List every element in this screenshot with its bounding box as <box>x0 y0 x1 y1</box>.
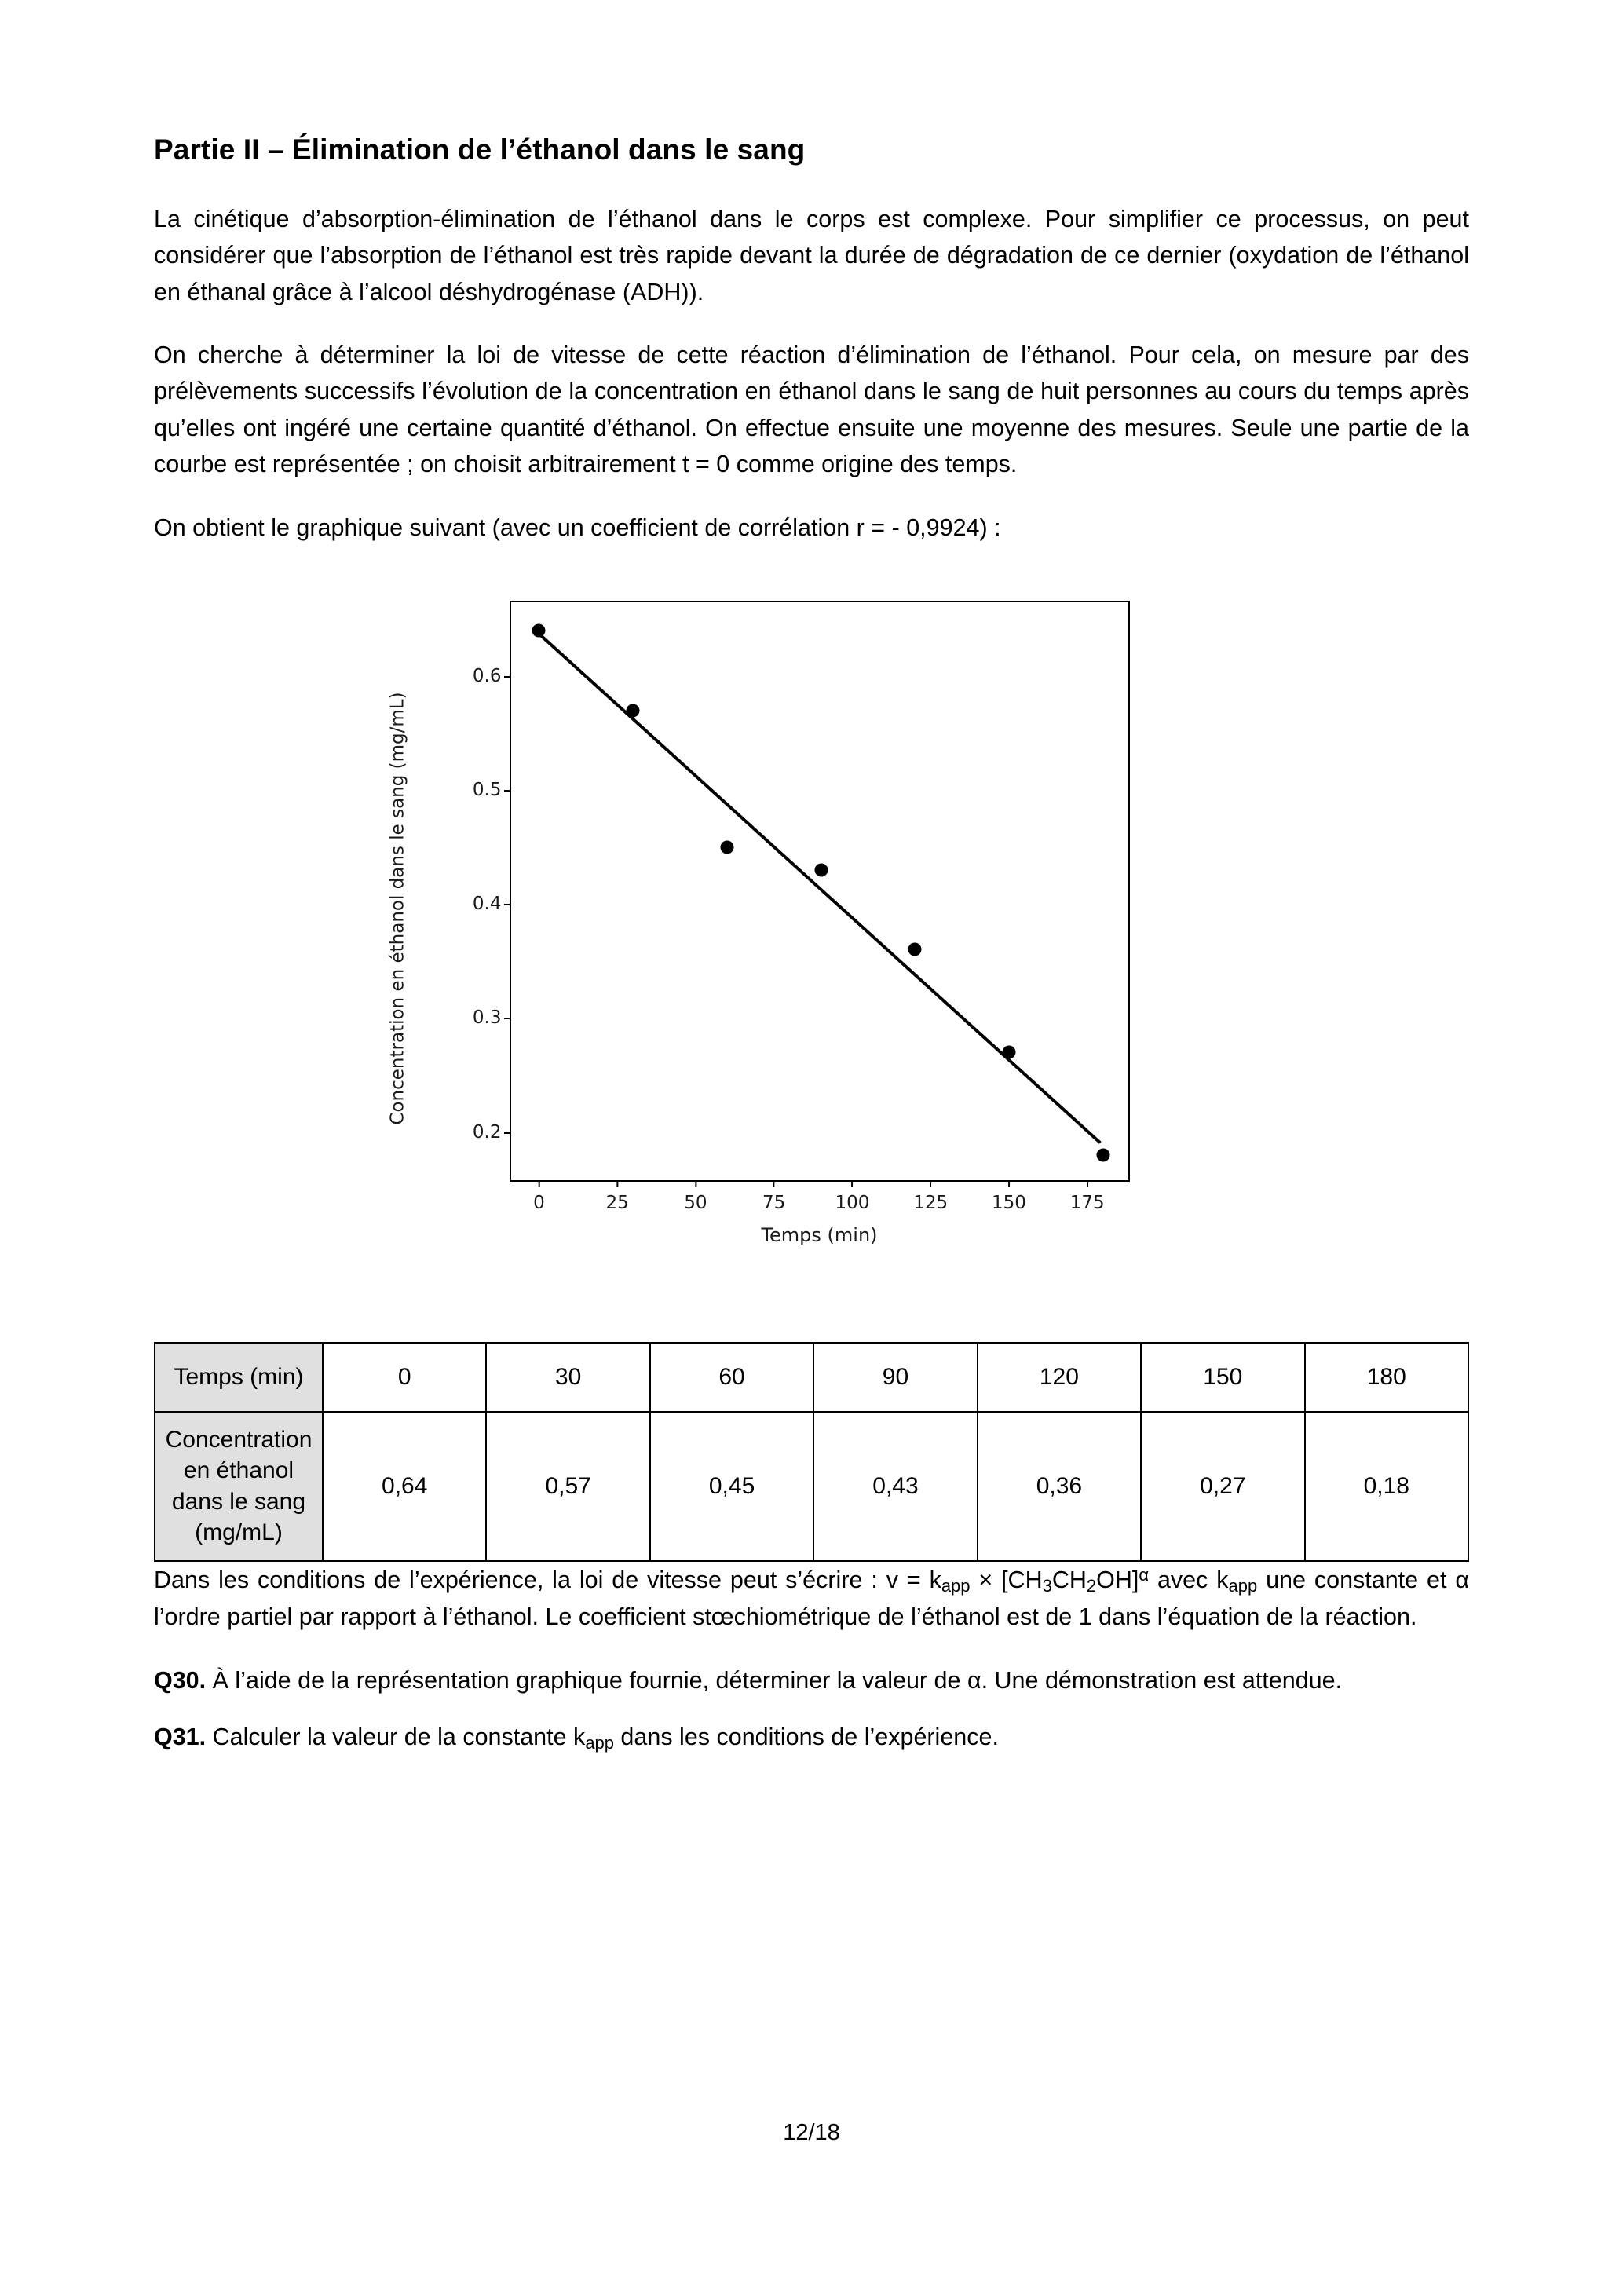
table-cell-time: 0 <box>323 1343 486 1412</box>
chart-y-tick: 0.6 <box>473 666 511 686</box>
table-cell-time: 90 <box>813 1343 977 1412</box>
chart-y-axis-label-text: Concentration en éthanol dans le sang (mg/mL) <box>387 692 408 1125</box>
table-cell-time: 120 <box>978 1343 1141 1412</box>
chart-x-axis-label: Temps (min) <box>761 1223 878 1246</box>
concentration-vs-time-chart <box>384 587 1240 1293</box>
table-cell-concentration: 0,43 <box>813 1412 977 1561</box>
table-cell-concentration: 0,64 <box>323 1412 486 1561</box>
chart-x-tick: 125 <box>913 1180 948 1213</box>
table-cell-time: 180 <box>1305 1343 1468 1412</box>
chart-data-point <box>814 863 828 876</box>
table-cell-concentration: 0,18 <box>1305 1412 1468 1561</box>
chart-y-tick: 0.2 <box>473 1122 511 1143</box>
page-number: 12/18 <box>783 2120 840 2145</box>
table-cell-time: 30 <box>486 1343 649 1412</box>
chart-data-point <box>627 704 640 717</box>
measurements-table <box>154 1342 1469 1562</box>
table-header-concentration: Concentration en éthanol dans le sang (mg/mL) <box>155 1412 323 1561</box>
question-q31 <box>154 1719 1469 1756</box>
chart-y-tick: 0.3 <box>473 1007 511 1028</box>
chart-data-point <box>720 840 733 854</box>
chart-data-point <box>1002 1046 1015 1059</box>
paragraph-2: On cherche à déterminer la loi de vitesse de cette réaction d’élimination de l’éthanol. Pour cela, on mesure par des prélèvements successifs l’évolution de la concentration en éthanol dans le sang de huit personnes au cours du temps après qu’elles ont ingéré une certaine quantité d’éthanol. On effectue ensuite une moyenne des mesures. Seule une partie de la courbe est représentée ; on choisit arbitrairement t = 0 comme origine des temps. <box>154 342 1469 478</box>
chart-trendline <box>511 602 1128 1180</box>
page-title: Partie II – Élimination de l’éthanol dans le sang <box>154 133 806 166</box>
paragraph-1: La cinétique d’absorption-élimination de l’éthanol dans le corps est complexe. Pour simplifier ce processus, on peut considérer que l’absorption de l’éthanol est très rapide devant la durée de dégradation de ce dernier (oxydation de l’éthanol en éthanal grâce à l’alcool déshydrogénase (ADH)). <box>154 206 1469 305</box>
chart-y-tick: 0.4 <box>473 894 511 914</box>
table-cell-concentration: 0,36 <box>978 1412 1141 1561</box>
q31-text: Calculer la valeur de la constante $k_{app}$ dans les conditions de l’expérience. <box>206 1724 999 1753</box>
chart-container <box>154 587 1469 1293</box>
table-cell-concentration: 0,27 <box>1141 1412 1304 1561</box>
table-cell-time: 150 <box>1141 1343 1304 1412</box>
chart-x-tick: 150 <box>992 1180 1026 1213</box>
q30-number: Q30. <box>154 1666 207 1694</box>
chart-x-tick: 100 <box>835 1180 869 1213</box>
chart-x-tick: 75 <box>762 1180 785 1213</box>
table-row-concentration <box>155 1412 1468 1561</box>
paragraph-3: On obtient le graphique suivant (avec un coefficient de corrélation r = - 0,9924) : <box>154 514 1001 541</box>
q31-number: Q31. <box>154 1724 207 1750</box>
chart-x-tick: 50 <box>684 1180 707 1213</box>
chart-data-point <box>1096 1148 1109 1161</box>
chart-y-axis-label <box>382 587 414 1230</box>
chart-plot-area <box>472 601 1130 1213</box>
table-cell-concentration: 0,45 <box>650 1412 813 1561</box>
chart-data-point <box>532 624 546 638</box>
question-q30 <box>154 1662 1469 1698</box>
chart-x-tick: 0 <box>533 1180 545 1213</box>
table-cell-concentration: 0,57 <box>486 1412 649 1561</box>
chart-y-tick: 0.5 <box>473 780 511 800</box>
table-cell-time: 60 <box>650 1343 813 1412</box>
chart-x-tick: 175 <box>1070 1180 1105 1213</box>
chart-data-point <box>908 943 922 956</box>
table-row-time <box>155 1343 1468 1412</box>
rate-law-paragraph: Dans les conditions de l’expérience, la loi de vitesse peut s’écrire : $v = k_{app} \times [CH_3CH_2OH]^\alpha$ avec $k_{app}$ une constante et α l’ordre partiel par rapport à l’éthanol. Le coefficient stœchiométrique de l’éthanol est de 1 dans l’équation de la réaction. <box>154 1564 1469 1631</box>
table-header-time: Temps (min) <box>155 1343 323 1412</box>
chart-x-tick: 25 <box>606 1180 629 1213</box>
q30-text: À l’aide de la représentation graphique fournie, déterminer la valeur de α. Une démonstration est attendue. <box>212 1666 1343 1694</box>
